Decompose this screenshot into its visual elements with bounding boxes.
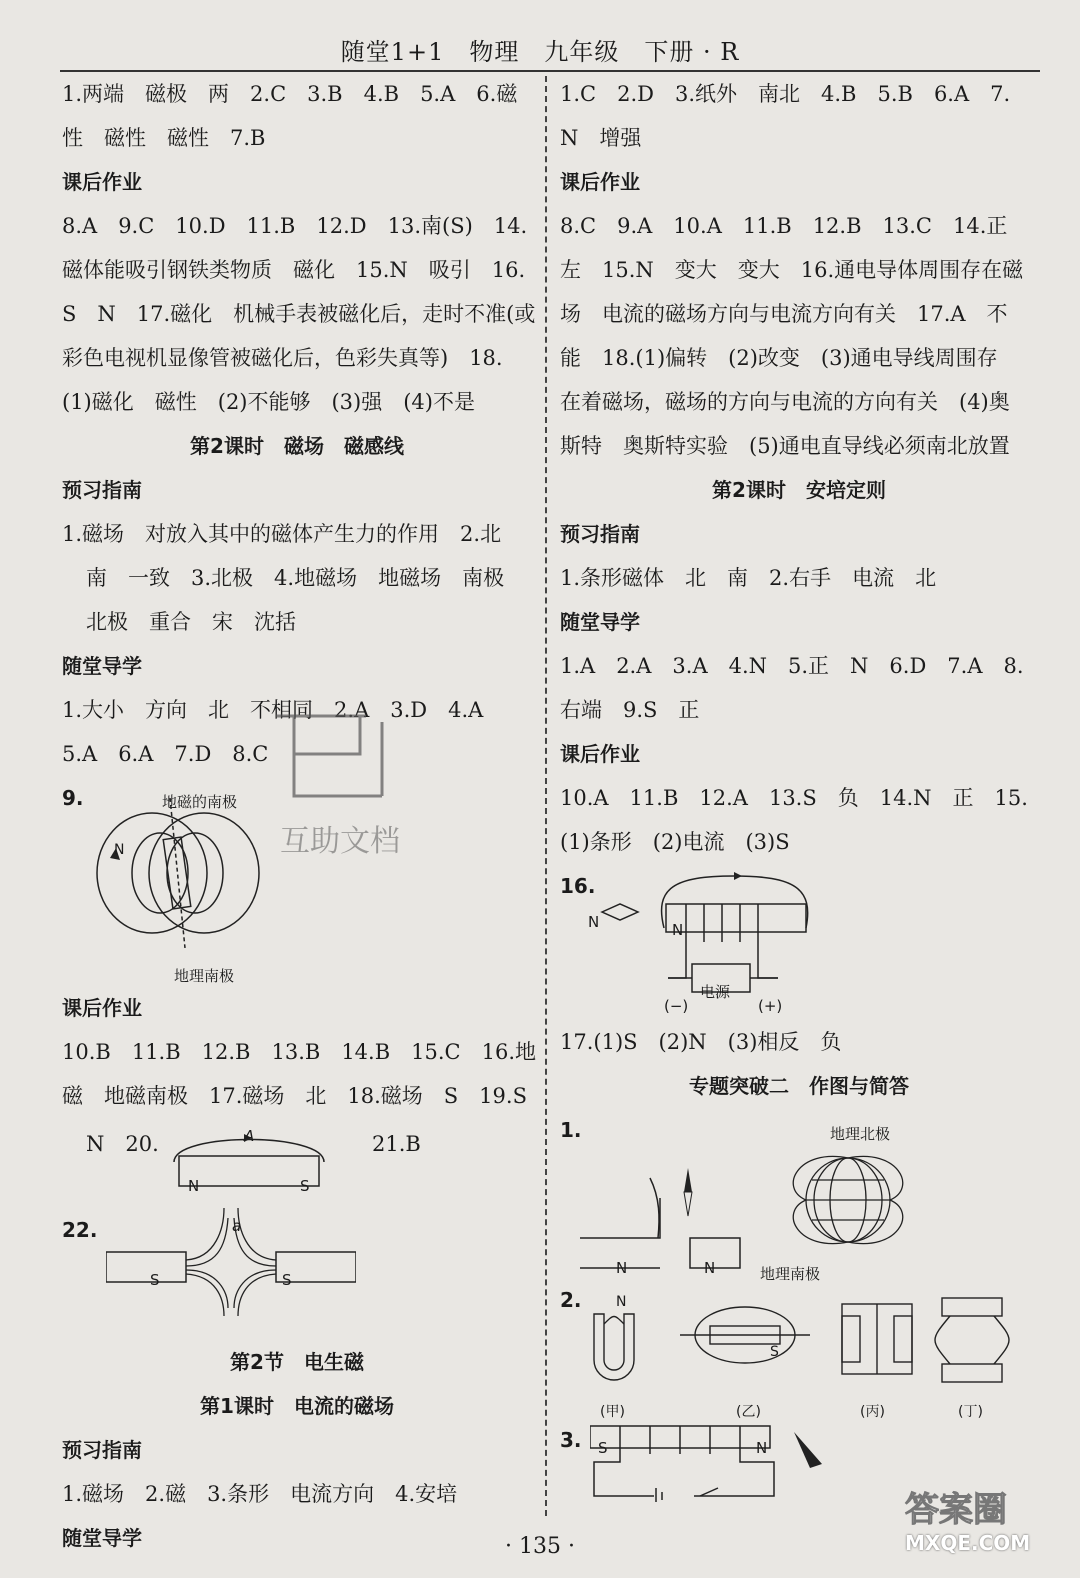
answer-line: 南 一致 3.北极 4.地磁场 地磁场 南极 <box>86 566 505 590</box>
figure-number: 2. <box>560 1288 582 1312</box>
figure-1 <box>560 1108 1038 1283</box>
figure-label: N <box>188 1177 200 1195</box>
figure-label: 地理南极 <box>760 1265 821 1283</box>
figure-label: (−) <box>664 997 689 1015</box>
figure-label: (丁) <box>958 1404 983 1420</box>
magnet-configurations-diagram <box>580 1284 1030 1394</box>
answer-line: 斯特 奥斯特实验 (5)通电直导线必须南北放置 <box>560 434 1010 458</box>
lesson-title: 第2课时 磁场 磁感线 <box>190 434 404 458</box>
answer-line: 8.C 9.A 10.A 11.B 12.B 13.C 14.正 <box>560 214 1008 238</box>
answer-line: 1.磁场 2.磁 3.条形 电流方向 4.安培 <box>62 1482 458 1506</box>
answer-line: 1.条形磁体 北 南 2.右手 电流 北 <box>560 566 937 590</box>
page-header: 随堂1+1 物理 九年级 下册 · R <box>340 38 740 66</box>
figure-label: A <box>244 1127 255 1145</box>
answer-line: 8.A 9.C 10.D 11.B 12.D 13.南(S) 14. <box>62 214 528 238</box>
figure-label: (乙) <box>736 1404 761 1420</box>
watermark-text: 互助文档 <box>280 824 400 859</box>
figure-label: N <box>704 1259 716 1277</box>
answer-text: N 20. <box>86 1132 159 1156</box>
topic-title: 专题突破二 作图与简答 <box>689 1074 909 1098</box>
figure-16 <box>560 864 1038 1020</box>
answer-line: (1)条形 (2)电流 (3)S <box>560 830 790 854</box>
lesson-title: 第1课时 电流的磁场 <box>200 1394 394 1418</box>
column-divider <box>545 76 547 1516</box>
watermark-brand-text: 答案圈 <box>905 1490 1007 1530</box>
figure-label: N <box>672 921 684 939</box>
figure-label: N <box>616 1259 628 1277</box>
figure-label: (丙) <box>860 1404 885 1420</box>
figure-label: 地理北极 <box>830 1125 891 1143</box>
section-heading: 随堂导学 <box>560 610 640 634</box>
lesson-title: 第2课时 安培定则 <box>712 478 886 502</box>
figure-label: N <box>588 913 600 931</box>
section-heading: 课后作业 <box>560 170 640 194</box>
answer-line: 1.A 2.A 3.A 4.N 5.正 N 6.D 7.A 8. <box>560 654 1024 678</box>
figure-label: S <box>150 1271 160 1289</box>
answer-line: 在着磁场，磁场的方向与电流的方向有关 (4)奥 <box>560 390 1010 414</box>
figure-label: S <box>282 1271 292 1289</box>
section-heading: 课后作业 <box>62 170 142 194</box>
answer-line: S N 17.磁化 机械手表被磁化后，走时不准(或 <box>62 302 536 326</box>
answer-line: 10.A 11.B 12.A 13.S 负 14.N 正 15. <box>560 786 1028 810</box>
figure-label: 地理南极 <box>174 967 235 985</box>
right-column <box>560 72 1038 1508</box>
figure-label: (甲) <box>600 1404 625 1420</box>
answer-line: 性 磁性 磁性 7.B <box>62 126 266 150</box>
earth-field-diagram <box>80 798 280 948</box>
section-title: 第2节 电生磁 <box>230 1350 364 1374</box>
figure-number: 22. <box>62 1218 98 1242</box>
answer-line: 磁 地磁南极 17.磁场 北 18.磁场 S 19.S <box>62 1084 527 1108</box>
answer-line: 17.(1)S (2)N (3)相反 负 <box>560 1030 842 1054</box>
figure-label: N <box>114 842 125 858</box>
answer-line: N 增强 <box>560 126 642 150</box>
figure-label: S <box>598 1439 608 1457</box>
figure-label: 地磁的南极 <box>162 793 238 811</box>
section-heading: 课后作业 <box>560 742 640 766</box>
answer-line: 彩色电视机显像管被磁化后，色彩失真等) 18. <box>62 346 503 370</box>
answer-line: 1.C 2.D 3.纸外 南北 4.B 5.B 6.A 7. <box>560 82 1011 106</box>
figure-number: 16. <box>560 874 596 898</box>
compass-magnets-diagram <box>580 1138 780 1278</box>
answer-line: 1.大小 方向 北 不相同 2.A 3.D 4.A <box>62 698 484 722</box>
answer-line: 磁体能吸引钢铁类物质 磁化 15.N 吸引 16. <box>62 258 526 282</box>
section-heading: 预习指南 <box>62 478 142 502</box>
solenoid-battery-diagram <box>590 1422 850 1502</box>
answer-text: 21.B <box>372 1132 421 1156</box>
watermark-brand <box>905 1482 1030 1555</box>
section-heading: 随堂导学 <box>62 1526 142 1550</box>
answer-line: 1.磁场 对放入其中的磁体产生力的作用 2.北 <box>62 522 502 546</box>
figure-label: N <box>756 1439 768 1457</box>
answer-line: 右端 9.S 正 <box>560 698 700 722</box>
figure-label: (+) <box>758 997 783 1015</box>
section-heading: 预习指南 <box>62 1438 142 1462</box>
watermark-url: MXQE.COM <box>905 1531 1031 1555</box>
answer-line: 1.两端 磁极 两 2.C 3.B 4.B 5.A 6.磁 <box>62 82 518 106</box>
figure-label: S <box>300 1177 310 1195</box>
figure-2 <box>560 1278 1038 1418</box>
answer-line: 能 18.(1)偏转 (2)改变 (3)通电导线周围存 <box>560 346 998 370</box>
answer-line: 左 15.N 变大 变大 16.通电导体周围存在磁 <box>560 258 1024 282</box>
figure-label: S <box>770 1344 779 1360</box>
answer-line: 10.B 11.B 12.B 13.B 14.B 15.C 16.地 <box>62 1040 537 1064</box>
page-number: · 135 · <box>505 1534 575 1559</box>
figure-label: 电源 <box>700 983 731 1001</box>
answer-line: 北极 重合 宋 沈括 <box>86 610 296 634</box>
answer-line: 场 电流的磁场方向与电流方向有关 17.A 不 <box>560 302 1008 326</box>
figure-20 <box>62 1118 532 1208</box>
figure-label: a <box>232 1217 242 1235</box>
figure-22 <box>62 1208 532 1328</box>
section-heading: 课后作业 <box>62 996 142 1020</box>
answer-line: 5.A 6.A 7.D 8.C <box>62 742 269 766</box>
section-heading: 预习指南 <box>560 522 640 546</box>
figure-number: 3. <box>560 1428 582 1452</box>
answer-line: (1)磁化 磁性 (2)不能够 (3)强 (4)不是 <box>62 390 475 414</box>
figure-label: N <box>616 1294 627 1310</box>
figure-number: 1. <box>560 1118 582 1142</box>
watermark-logo <box>270 706 440 859</box>
section-heading: 随堂导学 <box>62 654 142 678</box>
figure-number: 9. <box>62 786 84 810</box>
two-magnets-field-diagram <box>106 1208 356 1318</box>
